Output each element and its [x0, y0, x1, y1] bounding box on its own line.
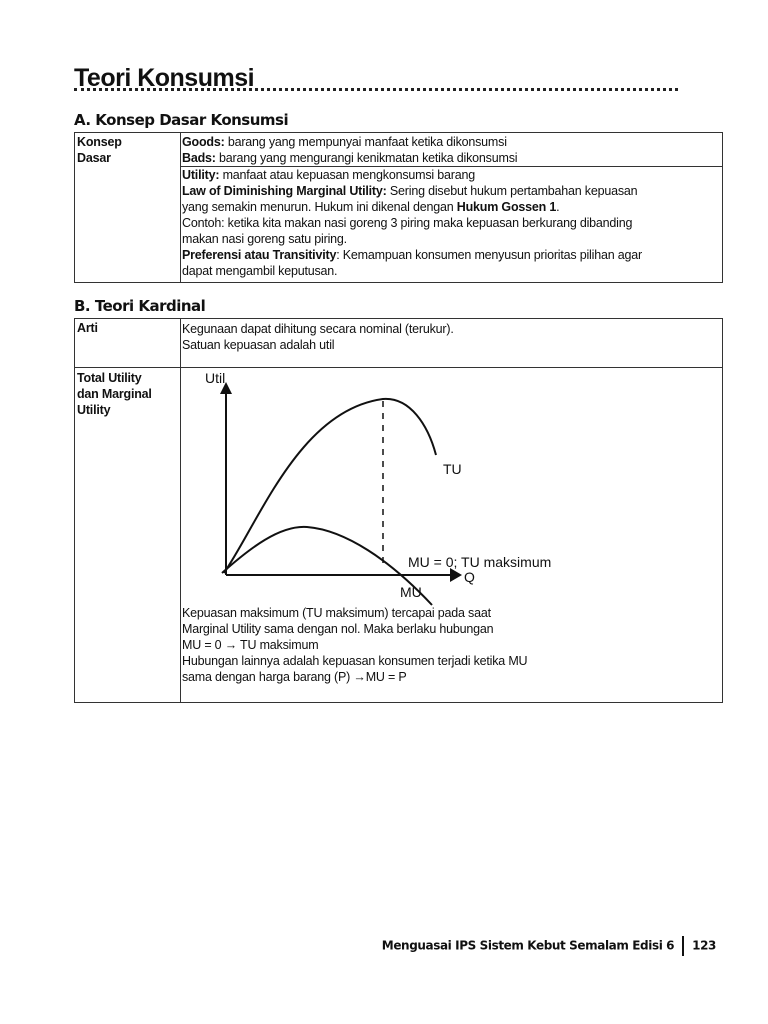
row-label-line: Konsep [77, 135, 122, 149]
row-label-line: Total Utility [77, 371, 142, 385]
x-axis-arrow-icon [450, 568, 462, 582]
row-label-line: dan Marginal [77, 387, 152, 401]
row-label-line: Dasar [77, 151, 111, 165]
explanation-line: MU = 0 → TU maksimum [182, 638, 319, 652]
row-label-line: Utility [77, 403, 111, 417]
term: Hukum Gossen 1 [456, 200, 557, 214]
section-b-heading: B. Teori Kardinal [74, 297, 206, 315]
example-text: makan nasi goreng satu piring. [182, 232, 347, 246]
book-title: Menguasai IPS Sistem Kebut Semalam Edisi 6 [381, 938, 675, 953]
definition: yang semakin menurun. Hukum ini dikenal dengan [182, 200, 457, 214]
preference-definition-cont: dapat mengambil keputusan. [182, 264, 338, 278]
term: Law of Diminishing Marginal Utility: [182, 184, 387, 198]
explanation-line: sama dengan harga barang (P) →MU = P [182, 670, 407, 684]
explanation-text [182, 605, 527, 685]
term: Utility: [182, 168, 220, 182]
tu-curve-label: TU [443, 461, 462, 477]
explanation-line: Marginal Utility sama dengan nol. Maka berlaku hubungan [182, 622, 494, 636]
page-footer [382, 936, 716, 956]
explanation-line: Kepuasan maksimum (TU maksimum) tercapai pada saat [182, 606, 491, 620]
explanation-line: Hubungan lainnya adalah kepuasan konsumen terjadi ketika MU [182, 654, 528, 668]
page-title: Teori Konsumsi [74, 64, 255, 92]
mu-curve-label: MU [400, 584, 422, 600]
arti-line: Kegunaan dapat dihitung secara nominal (terukur). [182, 322, 454, 336]
definition: . [556, 200, 560, 214]
definition: manfaat atau kepuasan mengkonsumsi barang [219, 168, 475, 182]
term: Bads: [182, 151, 216, 165]
term: Goods: [182, 135, 225, 149]
row-label-arti: Arti [77, 321, 98, 335]
definition: : Kemampuan konsumen menyusun prioritas pilihan agar [336, 248, 642, 262]
y-axis-label: Util [205, 370, 226, 386]
definition: barang yang mempunyai manfaat ketika dikonsumsi [224, 135, 507, 149]
definition: barang yang mengurangi kenikmatan ketika dikonsumsi [215, 151, 518, 165]
page-number: 123 [692, 938, 716, 953]
footer-separator [682, 936, 684, 956]
example-text: Contoh: ketika kita makan nasi goreng 3 piring maka kepuasan berkurang dibanding [182, 216, 633, 230]
section-a-heading: A. Konsep Dasar Konsumsi [74, 111, 289, 129]
arti-line: Satuan kepuasan adalah util [182, 338, 335, 352]
term: Preferensi atau Transitivity [182, 248, 337, 262]
definition: Sering disebut hukum pertambahan kepuasan [386, 184, 638, 198]
x-axis-label: Q [464, 569, 475, 585]
mu-zero-annotation: MU = 0; TU maksimum [408, 554, 552, 570]
